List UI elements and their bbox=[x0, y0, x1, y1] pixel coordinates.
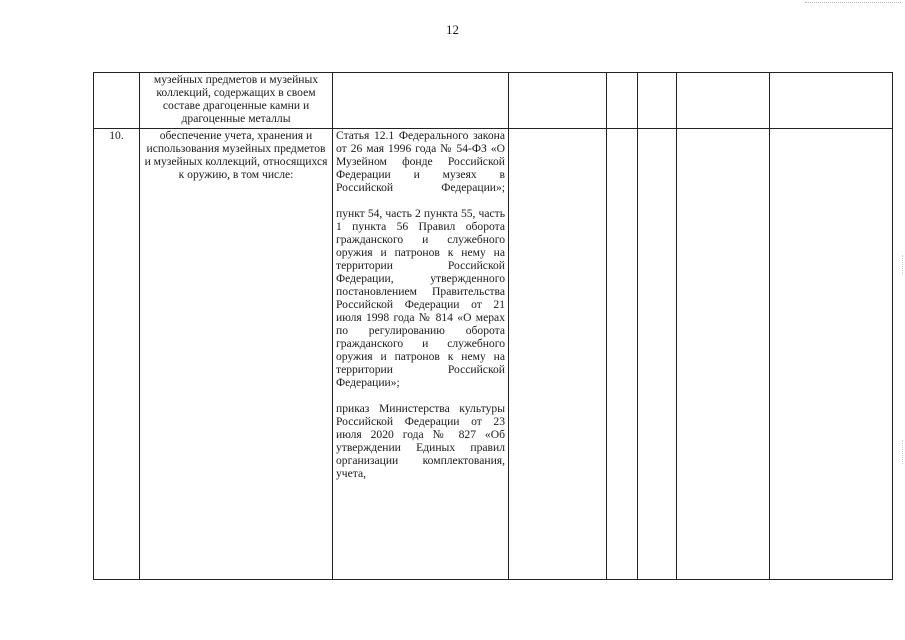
empty-cell bbox=[677, 73, 770, 129]
scan-edge-mark bbox=[902, 255, 903, 275]
function-name-cell: музейных предметов и музейных коллекций, содержащих в своем составе драгоценные камни и драгоценные металлы bbox=[140, 73, 333, 129]
empty-cell bbox=[509, 73, 607, 129]
empty-cell bbox=[509, 129, 607, 580]
empty-cell bbox=[677, 129, 770, 580]
legal-basis-cell bbox=[333, 73, 509, 129]
empty-cell bbox=[770, 73, 893, 129]
row-number-cell: 10. bbox=[94, 129, 140, 580]
table-row bbox=[94, 129, 893, 580]
legal-basis-paragraph: Статья 12.1 Федерального закона от 26 мая 1996 года № 54-ФЗ «О Музейном фонде Российской Федерации и музеях в Российской Федерации»; bbox=[336, 129, 505, 194]
empty-cell bbox=[638, 73, 677, 129]
legal-basis-cell bbox=[333, 129, 509, 580]
regulation-table bbox=[93, 72, 893, 580]
empty-cell bbox=[770, 129, 893, 580]
legal-basis-paragraph: приказ Министерства культуры Российской Федерации от 23 июля 2020 года № 827 «Об утверждении Единых правил организации комплектования, учета, bbox=[336, 402, 505, 480]
row-number-cell bbox=[94, 73, 140, 129]
scan-corner-mark bbox=[805, 2, 901, 3]
empty-cell bbox=[638, 129, 677, 580]
function-name-cell: обеспечение учета, хранения и использования музейных предметов и музейных коллекций, относящихся к оружию, в том числе: bbox=[140, 129, 333, 580]
page-number: 12 bbox=[446, 22, 459, 37]
legal-basis-paragraph: пункт 54, часть 2 пункта 55, часть 1 пункта 56 Правил оборота гражданского и служебного оружия и патронов к нему на территории Российской Федерации, утвержденного постановлением Правительства Российской Федерации от 21 июля 1998 года № 814 «О мерах по регулированию оборота гражданского и служебного оружия и патронов к нему на территории Российской Федерации»; bbox=[336, 207, 505, 389]
empty-cell bbox=[607, 129, 638, 580]
empty-cell bbox=[607, 73, 638, 129]
table-row bbox=[94, 73, 893, 129]
scan-edge-mark bbox=[902, 440, 903, 464]
